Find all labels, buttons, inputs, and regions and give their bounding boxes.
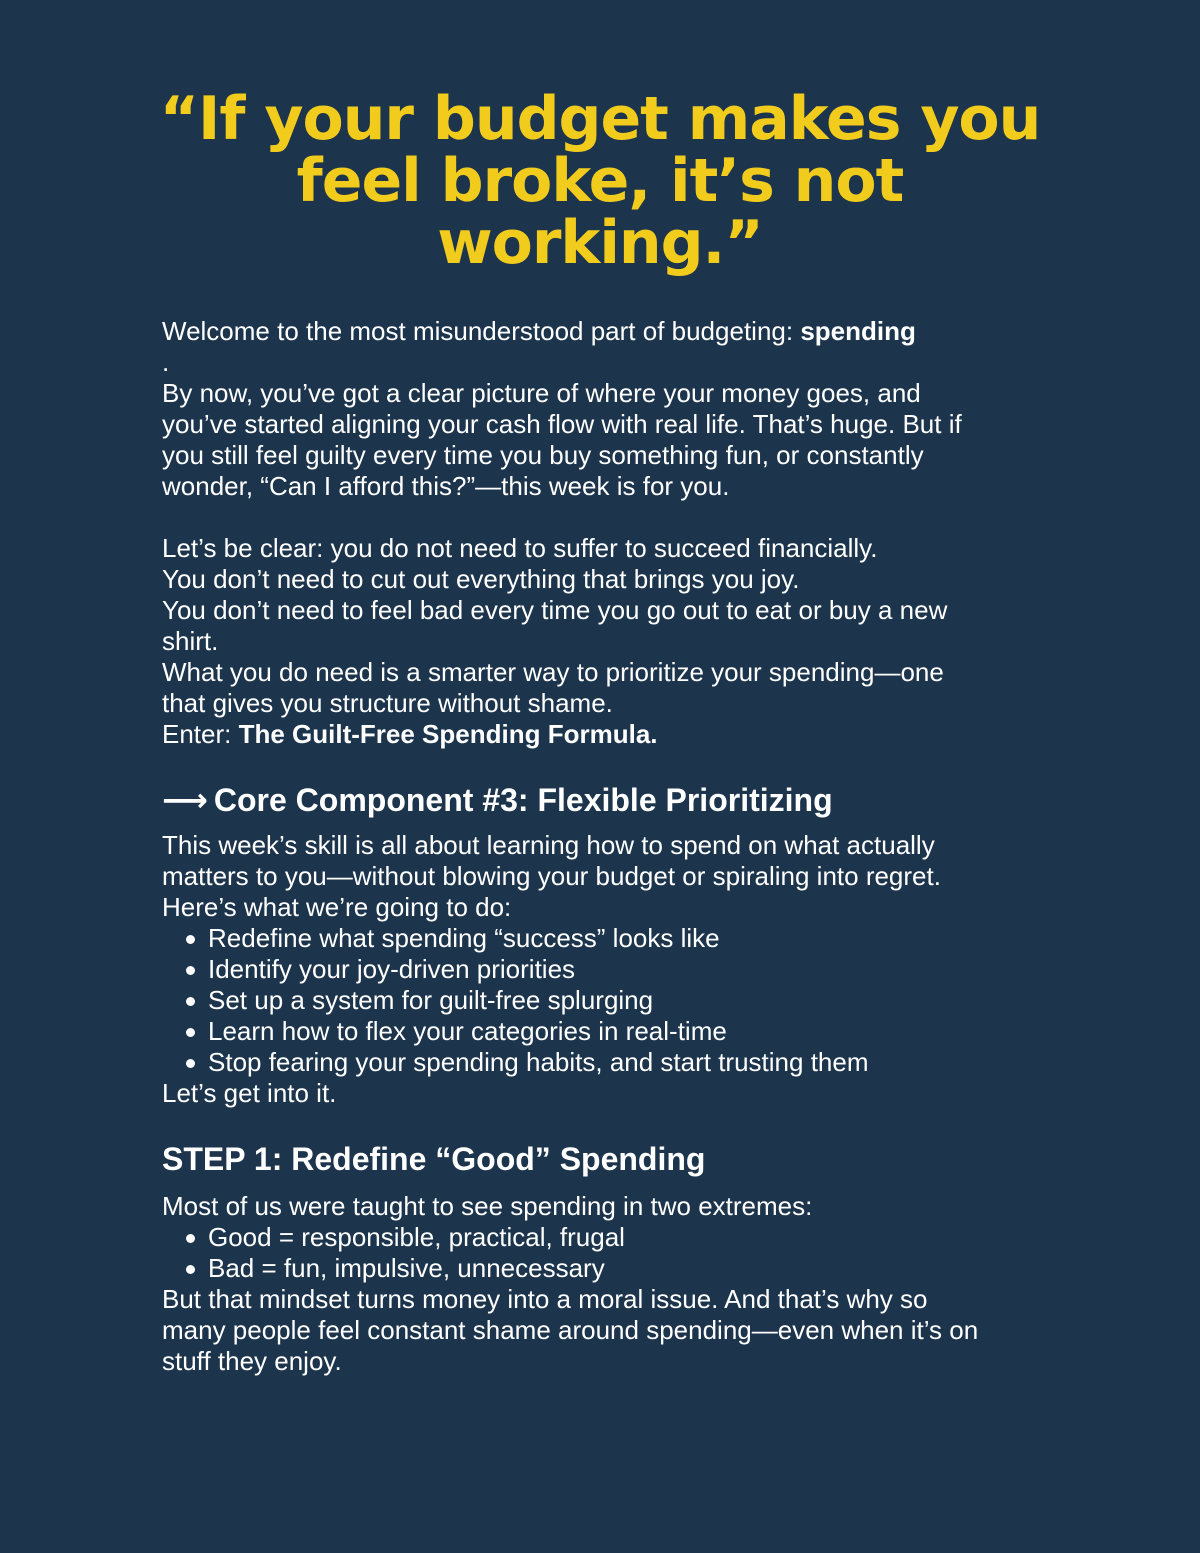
- step-1-section: [162, 1191, 1042, 1377]
- section-heading-core-component: [162, 780, 1042, 820]
- clarity-line-7: [162, 719, 1042, 750]
- intro-line-1: [162, 316, 1042, 347]
- core-closing: Let’s get into it.: [162, 1078, 337, 1108]
- formula-name: The Guilt-Free Spending Formula.: [238, 719, 658, 749]
- arrow-right-icon: ⟶: [162, 782, 208, 818]
- list-item: Identify your joy-driven priorities: [208, 954, 1042, 985]
- clarity-line-1: Let’s be clear: you do not need to suffer to succeed financially.: [162, 533, 878, 563]
- list-item: Good = responsible, practical, frugal: [208, 1222, 1042, 1253]
- core-line-1: This week’s skill is all about learning how to spend on what actually: [162, 830, 935, 860]
- headline-line-3: working.”: [437, 208, 763, 278]
- clarity-line-4: shirt.: [162, 626, 219, 656]
- intro-emphasis: spending: [800, 316, 916, 346]
- step-1-line-2: But that mindset turns money into a moral issue. And that’s why so: [162, 1284, 928, 1314]
- list-item: Learn how to flex your categories in real-time: [208, 1016, 1042, 1047]
- list-item: Redefine what spending “success” looks like: [208, 923, 1042, 954]
- intro-line-1-text: Welcome to the most misunderstood part of budgeting:: [162, 316, 801, 346]
- core-line-2: matters to you—without blowing your budget or spiraling into regret.: [162, 861, 941, 891]
- core-component-section: [162, 830, 1042, 1109]
- core-line-3: Here’s what we’re going to do:: [162, 892, 512, 922]
- clarity-line-3: You don’t need to feel bad every time you go out to eat or buy a new: [162, 595, 948, 625]
- core-bullet-list: [162, 923, 1042, 1078]
- intro-line-3: you’ve started aligning your cash flow with real life. That’s huge. But if: [162, 409, 962, 439]
- intro-line-5: wonder, “Can I afford this?”—this week is for you.: [162, 471, 730, 501]
- step-1-line-4: stuff they enjoy.: [162, 1346, 342, 1376]
- intro-line-4: you still feel guilty every time you buy something fun, or constantly: [162, 440, 924, 470]
- list-item: Bad = fun, impulsive, unnecessary: [208, 1253, 1042, 1284]
- list-item: Set up a system for guilt-free splurging: [208, 985, 1042, 1016]
- body-content: [162, 316, 1042, 1377]
- intro-line-2: By now, you’ve got a clear picture of where your money goes, and: [162, 378, 921, 408]
- headline: [150, 84, 1050, 278]
- headline-line-2: feel broke, it’s not: [296, 146, 904, 216]
- clarity-line-2: You don’t need to cut out everything that brings you joy.: [162, 564, 800, 594]
- step-1-bullet-list: [162, 1222, 1042, 1284]
- clarity-line-5: What you do need is a smarter way to prioritize your spending—one: [162, 657, 944, 687]
- clarity-paragraph: [162, 533, 1042, 750]
- intro-paragraph: [162, 316, 1042, 502]
- step-1-line-3: many people feel constant shame around spending—even when it’s on: [162, 1315, 979, 1345]
- intro-period: .: [162, 347, 170, 377]
- section-heading-step-1: STEP 1: Redefine “Good” Spending: [162, 1141, 706, 1177]
- clarity-line-7-text: Enter:: [162, 719, 239, 749]
- step-1-line-1: Most of us were taught to see spending in two extremes:: [162, 1191, 813, 1221]
- clarity-line-6: that gives you structure without shame.: [162, 688, 613, 718]
- section-heading-core-component-text: Core Component #3: Flexible Prioritizing: [213, 782, 833, 818]
- paragraph-gap: [162, 502, 1042, 533]
- headline-line-1: “If your budget makes you: [159, 84, 1041, 154]
- list-item: Stop fearing your spending habits, and start trusting them: [208, 1047, 1042, 1078]
